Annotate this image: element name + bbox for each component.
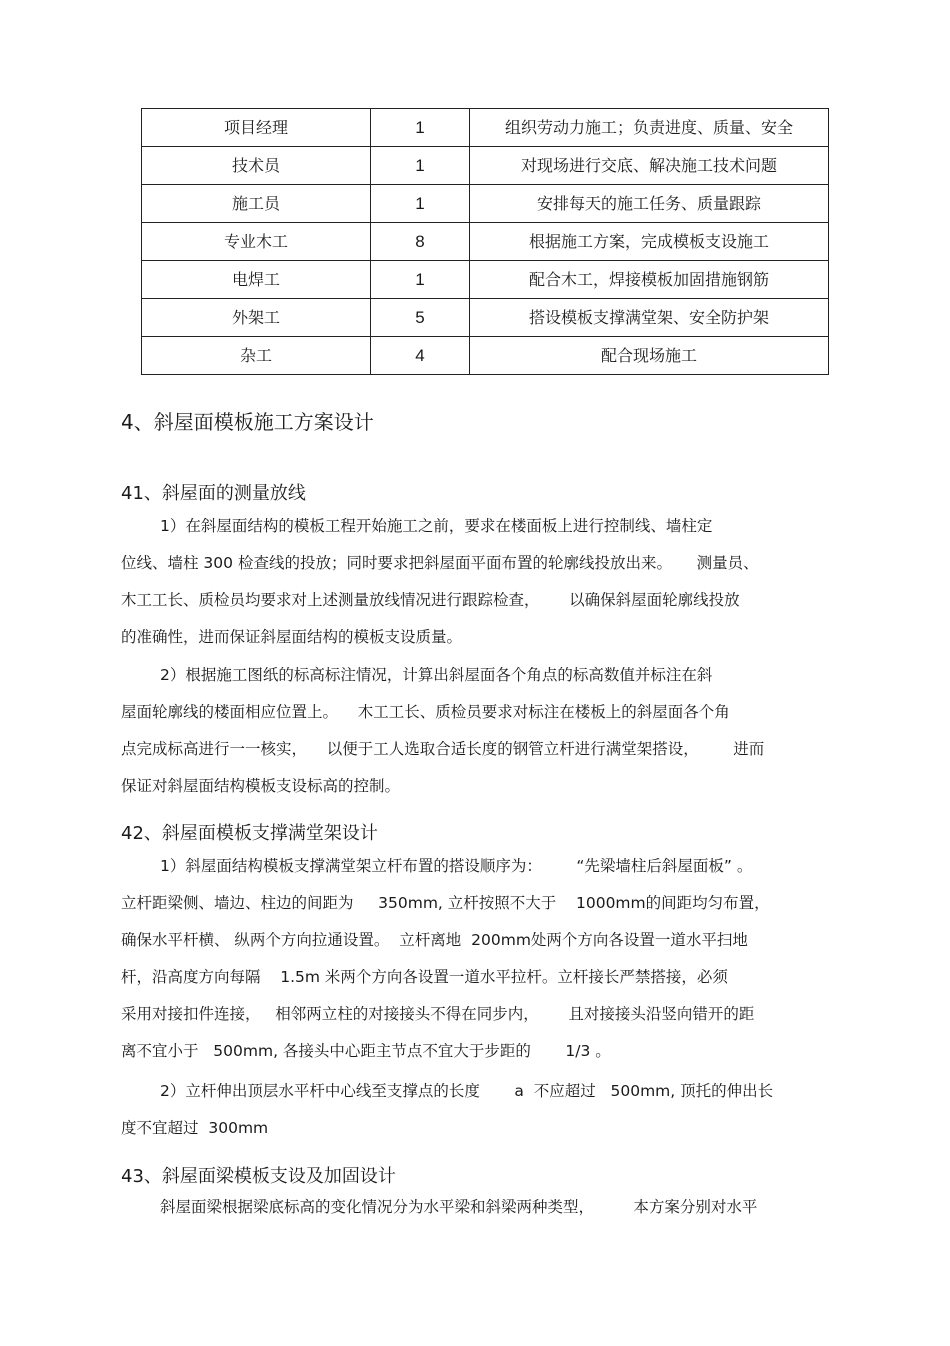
table-row bbox=[142, 261, 829, 299]
text-line: 度不宜超过 300mm bbox=[121, 1119, 269, 1137]
section-4-heading: 4、斜屋面模板施工方案设计 bbox=[121, 410, 374, 434]
section-42-paragraph-2 bbox=[121, 1073, 841, 1147]
text-line: 的准确性，进而保证斜屋面结构的模板支设质量。 bbox=[121, 628, 463, 646]
table-row bbox=[142, 337, 829, 375]
role-cell: 外架工 bbox=[142, 299, 371, 337]
role-cell: 项目经理 bbox=[142, 109, 371, 147]
table-row bbox=[142, 299, 829, 337]
text-line: 1）在斜屋面结构的模板工程开始施工之前，要求在楼面板上进行控制线、墙柱定 bbox=[160, 517, 713, 535]
text-line: 立杆距梁侧、墙边、柱边的间距为 350mm, 立杆按照不大于 1000mm的间距均匀布置， bbox=[121, 894, 770, 912]
text-line: 采用对接扣件连接， 相邻两立柱的对接接头不得在同步内， 且对接接头沿竖向错开的距 bbox=[121, 1005, 755, 1023]
duty-cell: 搭设模板支撑满堂架、安全防护架 bbox=[470, 299, 829, 337]
text-line: 屋面轮廓线的楼面相应位置上。 木工工长、质检员要求对标注在楼板上的斜屋面各个角 bbox=[121, 703, 730, 721]
role-cell: 施工员 bbox=[142, 185, 371, 223]
count-cell: 1 bbox=[371, 147, 470, 185]
text-line: 离不宜小于 500mm, 各接头中心距主节点不宜大于步距的 1/3 。 bbox=[121, 1042, 611, 1060]
section-43-heading: 43、斜屋面梁模板支设及加固设计 bbox=[121, 1166, 396, 1187]
count-cell: 8 bbox=[371, 223, 470, 261]
text-line: 点完成标高进行一一核实， 以便于工人选取合适长度的钢管立杆进行满堂架搭设， 进而 bbox=[121, 740, 765, 758]
role-cell: 专业木工 bbox=[142, 223, 371, 261]
duty-cell: 根据施工方案，完成模板支设施工 bbox=[470, 223, 829, 261]
count-cell: 5 bbox=[371, 299, 470, 337]
text-line: 位线、墙柱 300 检查线的投放；同时要求把斜屋面平面布置的轮廓线投放出来。 测量员、 bbox=[121, 554, 759, 572]
table-row bbox=[142, 109, 829, 147]
text-line: 保证对斜屋面结构模板支设标高的控制。 bbox=[121, 777, 401, 795]
text-line: 杆，沿高度方向每隔 1.5m 米两个方向各设置一道水平拉杆。立杆接长严禁搭接，必须 bbox=[121, 968, 728, 986]
count-cell: 1 bbox=[371, 261, 470, 299]
role-cell: 电焊工 bbox=[142, 261, 371, 299]
section-41-paragraph-1 bbox=[121, 508, 841, 656]
text-line: 1）斜屋面结构模板支撑满堂架立杆布置的搭设顺序为： “先梁墙柱后斜屋面板” 。 bbox=[160, 857, 753, 875]
duty-cell: 配合现场施工 bbox=[470, 337, 829, 375]
text-line: 2）立杆伸出顶层水平杆中心线至支撑点的长度 a 不应超过 500mm, 顶托的伸出长 bbox=[160, 1082, 774, 1100]
table-row bbox=[142, 223, 829, 261]
text-line: 斜屋面梁根据梁底标高的变化情况分为水平梁和斜梁两种类型， 本方案分别对水平 bbox=[160, 1198, 758, 1216]
section-42-heading: 42、斜屋面模板支撑满堂架设计 bbox=[121, 823, 378, 844]
count-cell: 1 bbox=[371, 185, 470, 223]
table-row bbox=[142, 147, 829, 185]
count-cell: 1 bbox=[371, 109, 470, 147]
staff-table bbox=[141, 108, 829, 375]
text-line: 2）根据施工图纸的标高标注情况，计算出斜屋面各个角点的标高数值并标注在斜 bbox=[160, 666, 713, 684]
section-41-heading: 41、斜屋面的测量放线 bbox=[121, 483, 306, 504]
duty-cell: 对现场进行交底、解决施工技术问题 bbox=[470, 147, 829, 185]
section-41-paragraph-2 bbox=[121, 657, 841, 805]
section-42-paragraph-1 bbox=[121, 848, 841, 1070]
table-row bbox=[142, 185, 829, 223]
duty-cell: 安排每天的施工任务、质量跟踪 bbox=[470, 185, 829, 223]
role-cell: 杂工 bbox=[142, 337, 371, 375]
duty-cell: 组织劳动力施工；负责进度、质量、安全 bbox=[470, 109, 829, 147]
count-cell: 4 bbox=[371, 337, 470, 375]
text-line: 木工工长、质检员均要求对上述测量放线情况进行跟踪检查， 以确保斜屋面轮廓线投放 bbox=[121, 591, 740, 609]
duty-cell: 配合木工，焊接模板加固措施钢筋 bbox=[470, 261, 829, 299]
role-cell: 技术员 bbox=[142, 147, 371, 185]
section-43-paragraph-1 bbox=[121, 1189, 841, 1226]
text-line: 确保水平杆横、 纵两个方向拉通设置。 立杆离地 200mm处两个方向各设置一道水平扫地 bbox=[121, 931, 748, 949]
